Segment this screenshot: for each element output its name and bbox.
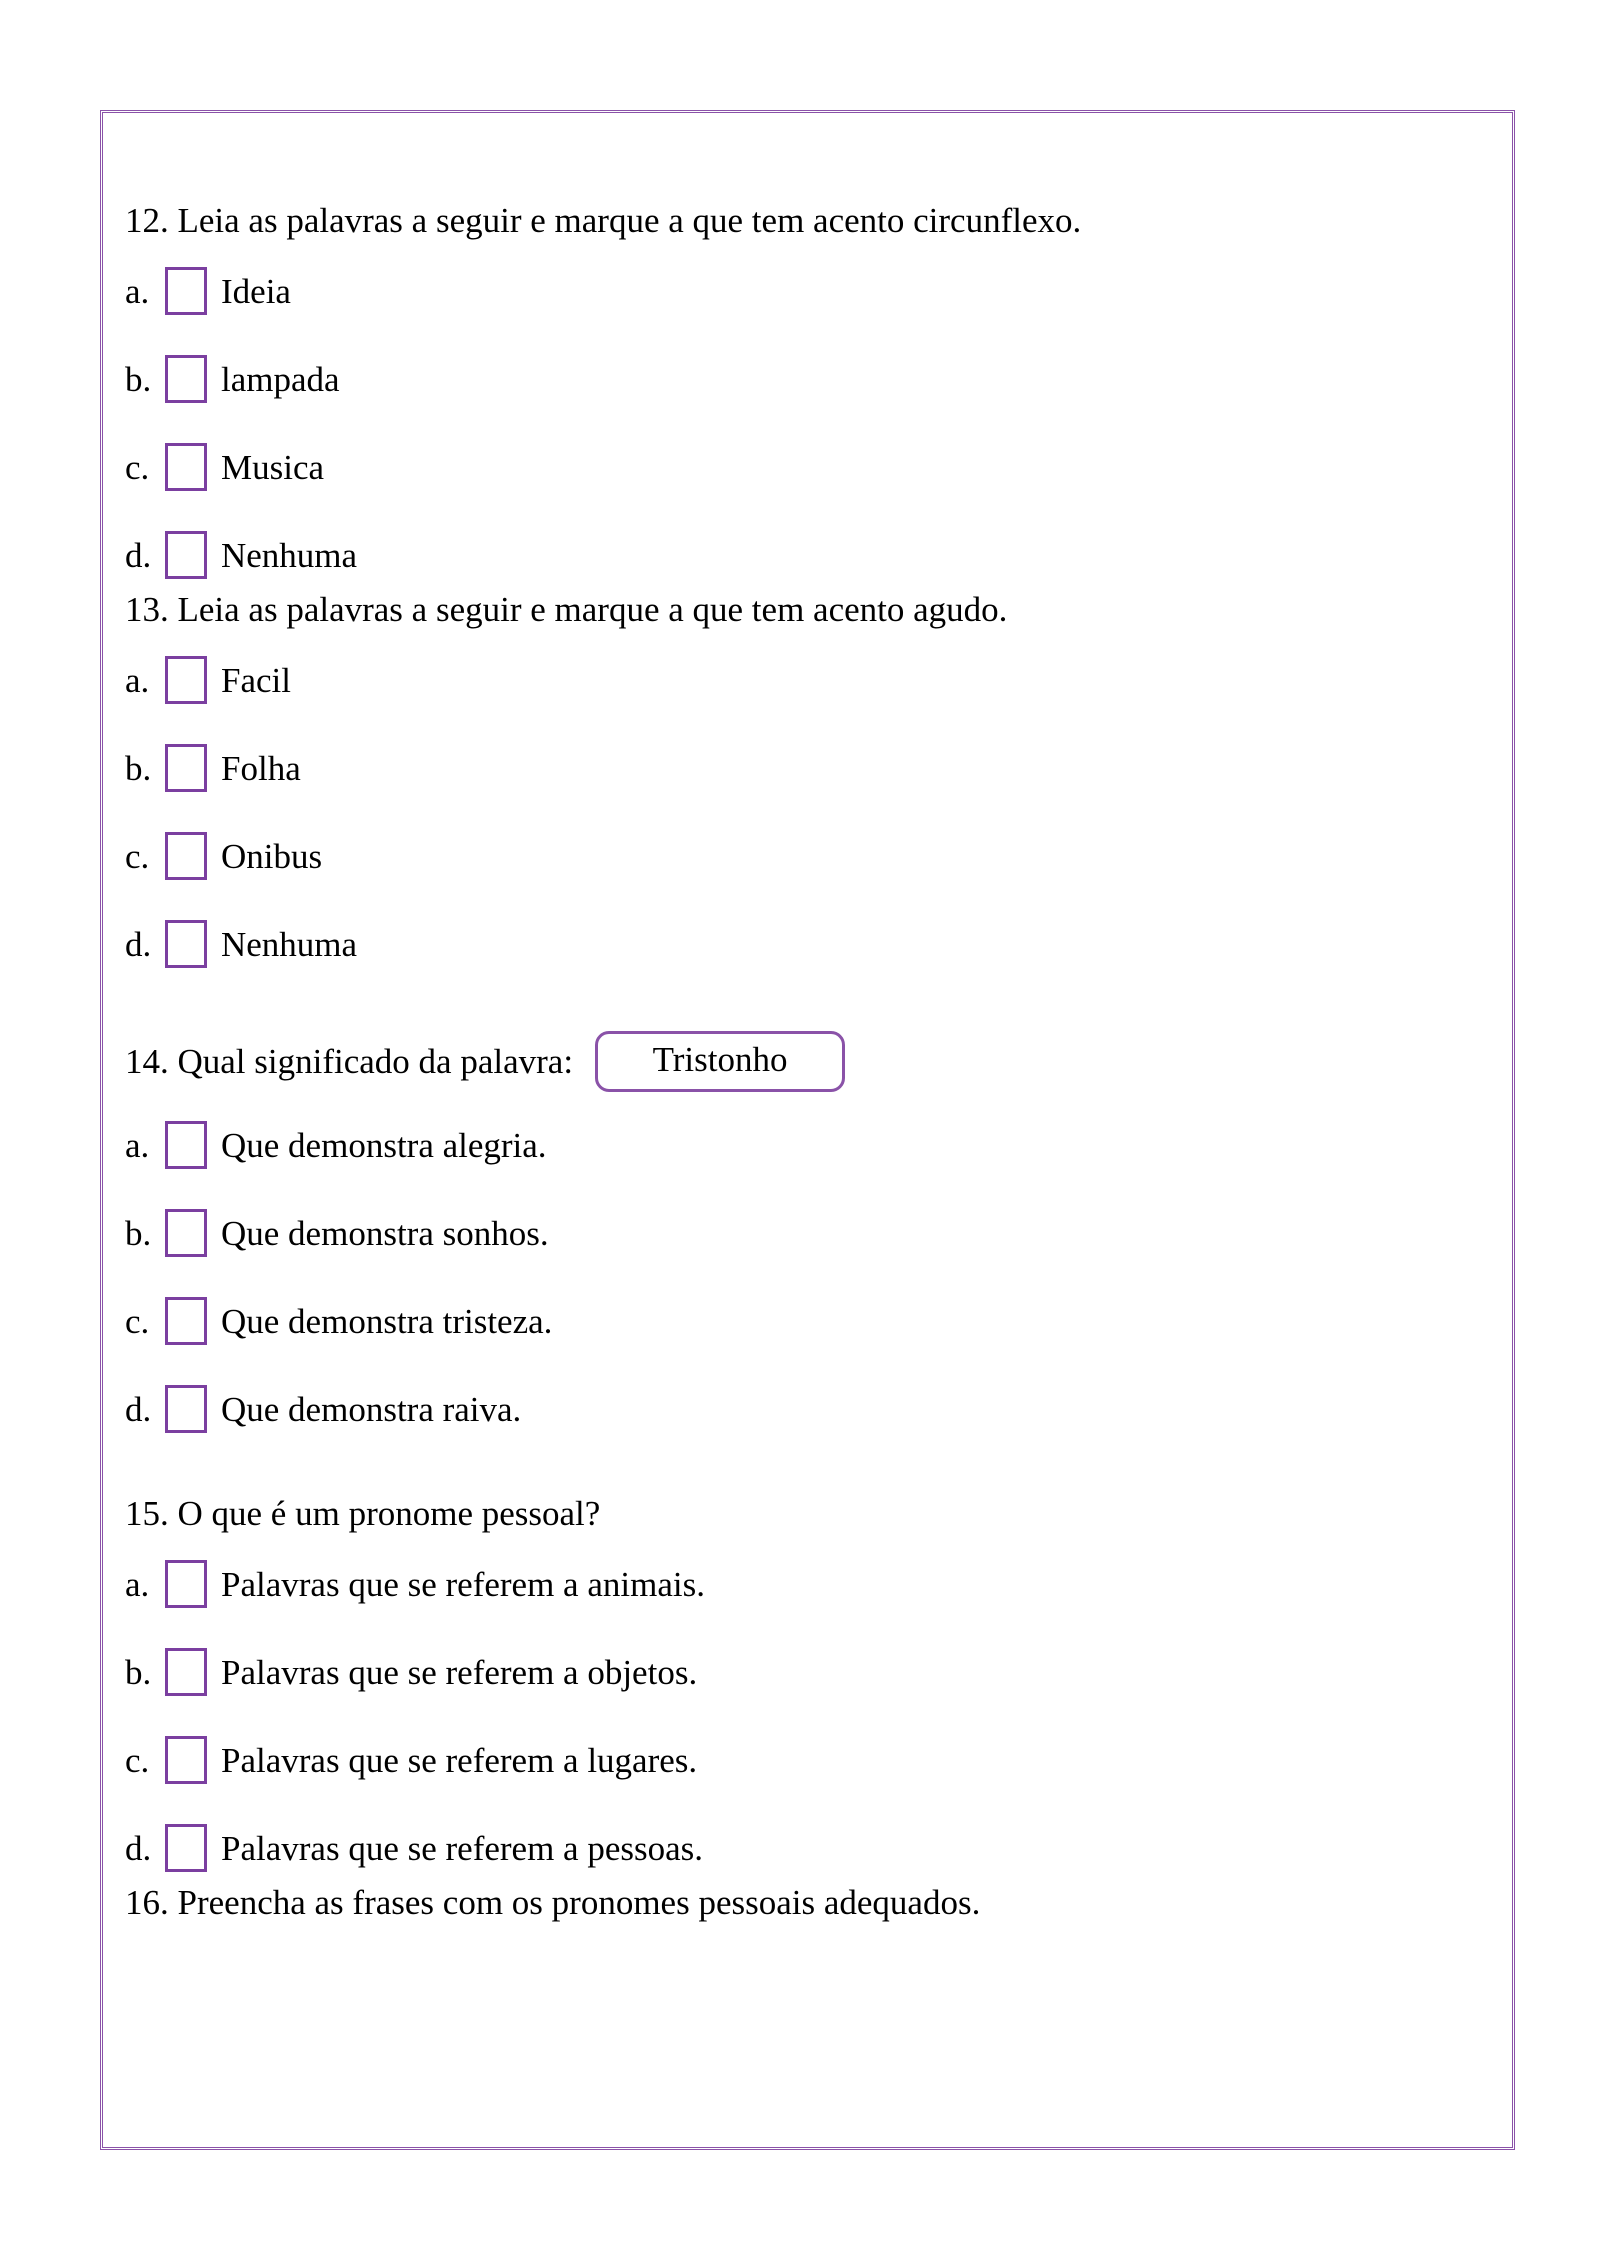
checkbox-14-d[interactable] (165, 1385, 207, 1433)
checkbox-13-a[interactable] (165, 656, 207, 704)
question-prompt-16 (113, 1885, 1502, 1920)
checkbox-13-b[interactable] (165, 744, 207, 792)
option-label-14-d: Que demonstra raiva. (221, 1389, 522, 1429)
question-prompt-15 (113, 1496, 1502, 1531)
option-row-15-d[interactable] (113, 1817, 1502, 1879)
checkbox-15-d[interactable] (165, 1824, 207, 1872)
checkbox-13-d[interactable] (165, 920, 207, 968)
option-letter-13-b: b. (125, 748, 152, 788)
option-label-14-a: Que demonstra alegria. (221, 1125, 547, 1165)
option-label-12-d: Nenhuma (221, 535, 358, 575)
option-label-12-c: Musica (221, 447, 325, 487)
option-letter-12-a: a. (125, 271, 150, 311)
question-block-15 (113, 1496, 1502, 1879)
question-text-12: 12. Leia as palavras a seguir e marque a que tem acento circunflexo. (125, 201, 1082, 240)
checkbox-15-a[interactable] (165, 1560, 207, 1608)
checkbox-12-a[interactable] (165, 267, 207, 315)
question-block-14 (113, 1031, 1502, 1440)
question-block-16 (113, 1885, 1502, 1920)
option-label-14-b: Que demonstra sonhos. (221, 1213, 549, 1253)
highlighted-word-chip: Tristonho (595, 1031, 845, 1092)
option-label-15-c: Palavras que se referem a lugares. (221, 1740, 698, 1780)
option-letter-14-b: b. (125, 1213, 152, 1253)
option-row-12-a[interactable] (113, 260, 1502, 322)
worksheet-page-border (100, 110, 1515, 2150)
option-letter-13-c: c. (125, 836, 150, 876)
checkbox-13-c[interactable] (165, 832, 207, 880)
option-letter-15-c: c. (125, 1740, 150, 1780)
option-row-12-b[interactable] (113, 348, 1502, 410)
question-prompt-12 (113, 203, 1502, 238)
worksheet-content (113, 113, 1502, 2147)
option-row-13-b[interactable] (113, 737, 1502, 799)
option-letter-12-d: d. (125, 535, 152, 575)
option-letter-12-b: b. (125, 359, 152, 399)
checkbox-14-b[interactable] (165, 1209, 207, 1257)
option-row-13-c[interactable] (113, 825, 1502, 887)
option-letter-14-c: c. (125, 1301, 150, 1341)
option-row-12-c[interactable] (113, 436, 1502, 498)
option-row-14-c[interactable] (113, 1290, 1502, 1352)
option-label-15-d: Palavras que se referem a pessoas. (221, 1828, 704, 1868)
question-block-12 (113, 203, 1502, 586)
option-row-15-c[interactable] (113, 1729, 1502, 1791)
option-label-12-a: Ideia (221, 271, 291, 311)
option-letter-15-b: b. (125, 1652, 152, 1692)
option-row-15-a[interactable] (113, 1553, 1502, 1615)
option-row-15-b[interactable] (113, 1641, 1502, 1703)
option-label-14-c: Que demonstra tristeza. (221, 1301, 553, 1341)
checkbox-15-c[interactable] (165, 1736, 207, 1784)
question-text-16: 16. Preencha as frases com os pronomes pessoais adequados. (125, 1883, 981, 1922)
option-label-13-c: Onibus (221, 836, 323, 876)
option-row-13-d[interactable] (113, 913, 1502, 975)
option-letter-15-a: a. (125, 1564, 150, 1604)
option-row-14-b[interactable] (113, 1202, 1502, 1264)
option-label-15-b: Palavras que se referem a objetos. (221, 1652, 698, 1692)
option-label-15-a: Palavras que se referem a animais. (221, 1564, 705, 1604)
option-row-14-d[interactable] (113, 1378, 1502, 1440)
checkbox-15-b[interactable] (165, 1648, 207, 1696)
option-label-12-b: lampada (221, 359, 340, 399)
checkbox-12-c[interactable] (165, 443, 207, 491)
option-row-14-a[interactable] (113, 1114, 1502, 1176)
question-text-15: 15. O que é um pronome pessoal? (125, 1494, 601, 1533)
checkbox-14-c[interactable] (165, 1297, 207, 1345)
question-text-13: 13. Leia as palavras a seguir e marque a que tem acento agudo. (125, 590, 1008, 629)
option-row-13-a[interactable] (113, 649, 1502, 711)
option-label-13-a: Facil (221, 660, 291, 700)
question-block-13 (113, 592, 1502, 975)
checkbox-12-d[interactable] (165, 531, 207, 579)
question-text-14: 14. Qual significado da palavra: (125, 1042, 574, 1081)
option-label-13-d: Nenhuma (221, 924, 358, 964)
option-letter-12-c: c. (125, 447, 150, 487)
option-letter-14-a: a. (125, 1125, 150, 1165)
option-row-12-d[interactable] (113, 524, 1502, 586)
option-letter-15-d: d. (125, 1828, 152, 1868)
option-label-13-b: Folha (221, 748, 301, 788)
option-letter-13-a: a. (125, 660, 150, 700)
checkbox-14-a[interactable] (165, 1121, 207, 1169)
option-letter-14-d: d. (125, 1389, 152, 1429)
option-letter-13-d: d. (125, 924, 152, 964)
question-prompt-14 (113, 1031, 1502, 1092)
question-prompt-13 (113, 592, 1502, 627)
checkbox-12-b[interactable] (165, 355, 207, 403)
